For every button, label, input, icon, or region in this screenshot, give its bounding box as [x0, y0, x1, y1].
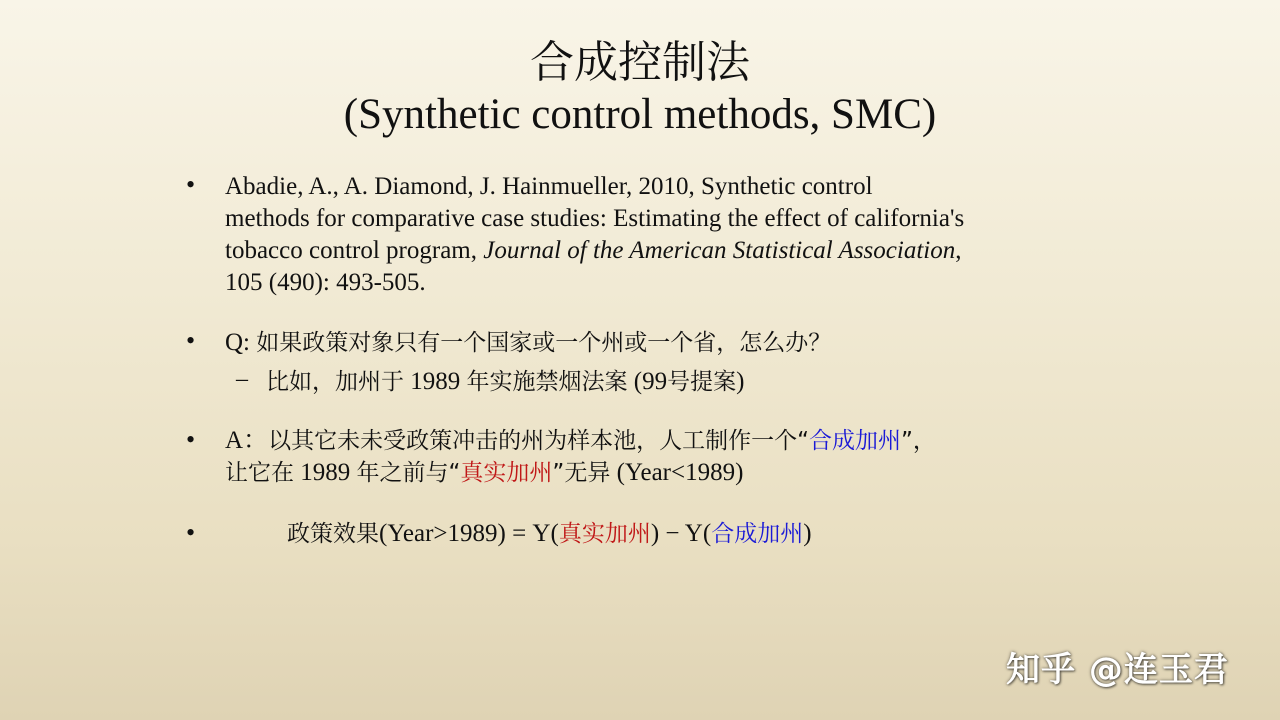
bullet-dot-4: •	[186, 518, 196, 547]
answer-line2-mid: 年之前与“	[356, 460, 461, 486]
example-paren-open: (99	[627, 368, 668, 395]
answer-line-1	[225, 425, 936, 457]
journal-name: Journal of the American Statistical Association	[483, 237, 956, 264]
question-line	[225, 327, 831, 359]
effect-minus: ) − Y(	[650, 520, 712, 547]
slide-title-english: (Synthetic control methods, SMC)	[343, 91, 937, 138]
question-text: 如果政策对象只有一个国家或一个州或一个省，怎么办？	[256, 330, 832, 356]
answer-text-2: ”，	[900, 428, 936, 454]
reference-line-2: methods for comparative case studies: Estimating the effect of california's	[225, 205, 965, 232]
question-example	[266, 366, 744, 398]
question-label: Q:	[225, 329, 257, 356]
policy-effect-formula	[287, 518, 812, 550]
sub-bullet-dash: –	[236, 366, 248, 392]
bullet-dot-1: •	[186, 170, 196, 199]
answer-line2-pre: 让它在	[225, 460, 294, 486]
answer-condition: (Year<1989)	[610, 459, 744, 486]
effect-condition: (Year>1989) = Y(	[379, 520, 559, 547]
synthetic-california-term: 合成加州	[808, 428, 901, 454]
reference-line-3	[225, 235, 961, 267]
example-text-2: 年实施禁烟法案	[466, 369, 628, 395]
example-text-1: 比如，加州于	[266, 369, 404, 395]
example-paren-close: )	[736, 368, 745, 395]
real-california-term: 真实加州	[460, 460, 553, 486]
slide-title-chinese: 合成控制法	[530, 37, 750, 88]
reference-line-4: 105 (490): 493-505.	[225, 269, 426, 296]
example-year: 1989	[404, 368, 467, 395]
reference-text: tobacco control program,	[225, 237, 484, 264]
answer-line2-post: ”无异	[552, 460, 611, 486]
bullet-dot-2: •	[186, 326, 196, 355]
reference-comma: ,	[955, 237, 962, 264]
reference-line-1: Abadie, A., A. Diamond, J. Hainmueller, 2010, Synthetic control	[225, 173, 873, 200]
example-text-3: 号提案	[667, 369, 737, 395]
zhihu-watermark: 知乎 @连玉君	[1006, 650, 1229, 690]
answer-label: A：	[225, 427, 269, 454]
effect-label: 政策效果	[287, 521, 379, 547]
effect-synthetic-term: 合成加州	[711, 521, 804, 547]
bullet-dot-3: •	[186, 425, 196, 454]
answer-line-2	[225, 457, 743, 489]
answer-year: 1989	[294, 459, 357, 486]
answer-text-1: 以其它未未受政策冲击的州为样本池，人工制作一个“	[268, 428, 809, 454]
effect-end: )	[803, 520, 812, 547]
effect-real-term: 真实加州	[558, 521, 651, 547]
